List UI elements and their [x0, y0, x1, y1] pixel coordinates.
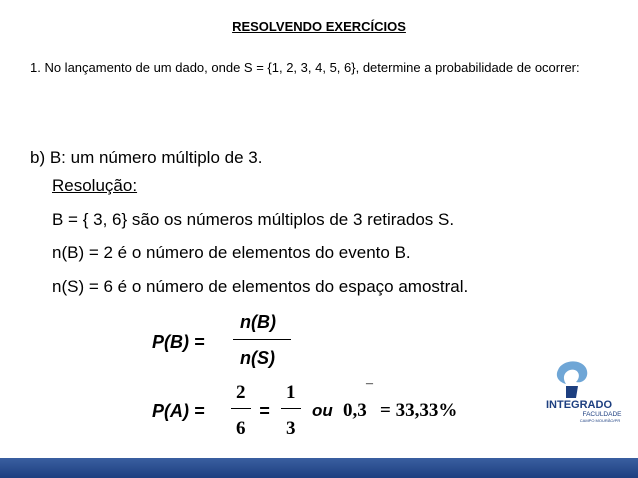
logo-sub2: CAMPO MOURÃO/PR	[579, 418, 621, 423]
question-text: 1. No lançamento de um dado, onde S = {1, 2, 3, 4, 5, 6}, determine a probabilidade de ocorrer:	[30, 60, 580, 75]
formula2-fraction-bar-2	[281, 408, 301, 409]
logo-bar-icon	[566, 386, 578, 398]
resolucao-label: Resolução:	[52, 176, 138, 195]
resolution-line-2: n(B) = 2 é o número de elementos do evento B.	[52, 243, 411, 262]
formula2-numerator-1: 2	[236, 382, 246, 403]
formula2-numerator-2: 1	[286, 382, 296, 403]
formula2-ou: ou	[312, 401, 333, 420]
logo-name: INTEGRADO	[546, 399, 612, 411]
formula1-numerator: n(B)	[240, 312, 276, 332]
formula2-denominator-1: 6	[236, 418, 246, 439]
slide-title: RESOLVENDO EXERCÍCIOS	[232, 19, 406, 34]
resolution-line-1: B = { 3, 6} são os números múltiplos de 3 retirados S.	[52, 210, 455, 229]
formula2-fraction-bar-1	[231, 408, 251, 409]
item-b-text: b) B: um número múltiplo de 3.	[30, 148, 263, 167]
formula2-denominator-2: 3	[286, 418, 296, 439]
formula1-denominator: n(S)	[240, 348, 275, 368]
formula1-fraction-bar	[233, 339, 291, 340]
logo-sub: FACULDADE	[582, 411, 622, 418]
integrado-logo	[536, 358, 622, 424]
bottom-bar	[0, 458, 638, 478]
resolution-line-3: n(S) = 6 é o número de elementos do espaço amostral.	[52, 277, 469, 296]
formula2-equals: =	[259, 401, 270, 421]
formula2-result: = 33,33%	[380, 400, 458, 421]
formula2-repeating-overline: –	[366, 376, 373, 391]
formula1-lhs: P(B) =	[152, 332, 205, 352]
formula2-decimal: 0,3	[343, 400, 367, 421]
formula2-lhs: P(A) =	[152, 401, 205, 421]
logo-swoosh-icon	[557, 361, 587, 384]
